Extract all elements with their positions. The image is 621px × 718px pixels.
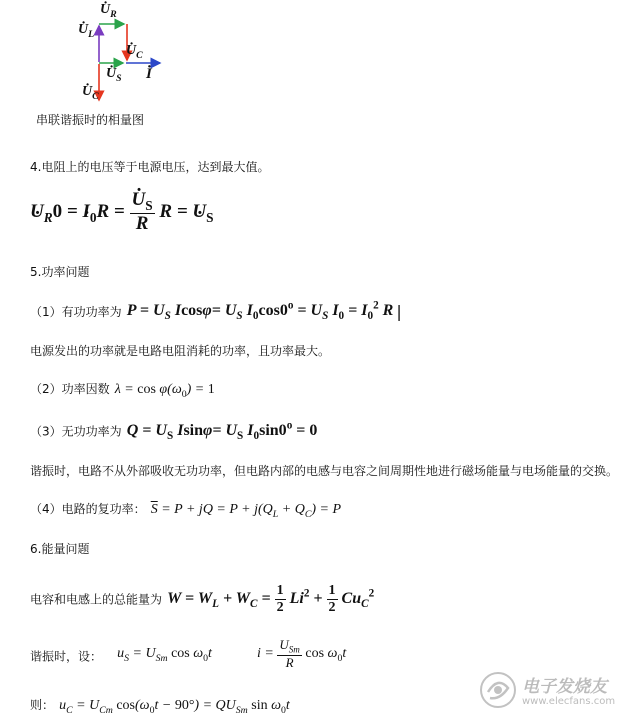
section5-heading: 5.功率问题 xyxy=(30,265,90,279)
resonance-set-row xyxy=(30,634,346,674)
power-note: 电源发出的功率就是电路电阻消耗的功率，且功率最大。 xyxy=(30,344,331,358)
formula-ur0: · $U_R0$ = · $I_0R$ = · $\frac{U_S}{R}$ R = · $U_S$ xyxy=(30,190,214,240)
formula-i: i = $\frac{U_{Sm}}{R}$ $\cos \omega_0t$ xyxy=(257,636,347,670)
item4-row xyxy=(30,498,341,520)
watermark-text: 电子发烧友 xyxy=(522,677,607,697)
phasor-caption: 串联谐振时的相量图 xyxy=(36,113,145,127)
energy-label: 电容和电感上的总能量为 xyxy=(30,592,163,607)
formula-active-power: $P = U_S$ $Icos\varphi= U_S$ $I_0\cos 0^o = U_S$ $I_0 = I_0^2$ R xyxy=(126,300,394,323)
watermark-logo-icon xyxy=(478,670,518,710)
then-label: 则： xyxy=(30,698,55,712)
label-us: · $U_S$ xyxy=(106,66,122,84)
formula-us: $u_S = U_{Sm}$ $\cos \omega_0t$ xyxy=(117,646,212,664)
watermark xyxy=(478,668,618,716)
formula-power-factor: $\lambda = \cos \varphi(\omega_0) = 1$ xyxy=(114,382,215,400)
label-ur: · $U_R$ xyxy=(100,2,117,20)
label-uc-upper: · $U_C$ xyxy=(126,43,143,61)
then-row xyxy=(30,694,290,716)
item2-label: （2）功率因数 xyxy=(30,382,110,396)
label-i: · I xyxy=(146,66,152,83)
resonance-note: 谐振时，电路不从外部吸收无功功率，但电路内部的电感与电容之间周期性地进行磁场能量与电场能量的交换。 xyxy=(30,464,619,478)
item4-label: （4）电路的复功率： xyxy=(30,502,146,516)
formula-reactive-power: $Q = U_S$ $Isin\varphi= U_S$ $I_0\sin 0^o = 0$ xyxy=(126,420,318,443)
section4-heading: 4.电阻上的电压等于电源电压，达到最大值。 xyxy=(30,160,270,174)
item2-row xyxy=(30,378,215,400)
item3-label: （3）无功功率为 xyxy=(30,424,122,439)
formula-uc: $u_C = U_{Cm}$ $\cos(\omega_0t - 90^\circ) = QU_{Sm}$ $\sin \omega_0t$ xyxy=(59,698,290,716)
item1-label: （1）有功功率为 xyxy=(30,304,122,319)
label-uc-lower: · $U_C$ xyxy=(82,84,99,102)
item3-row xyxy=(30,420,317,443)
formula-energy: $W = W_L + W_C$ = $\frac{1}{2}$ $Li^2$ + $\frac{1}{2}$ $Cu_C^2$ xyxy=(167,583,375,615)
resonance-set-label: 谐振时，设： xyxy=(30,649,103,664)
formula-complex-power: $\overline{S} = P$ + jQ = $P + j(Q_L + Q_C) = P$ xyxy=(150,502,342,520)
label-ul: · $U_L$ xyxy=(78,22,94,40)
watermark-url: www.elecfans.com xyxy=(522,696,616,707)
section6-heading: 6.能量问题 xyxy=(30,542,90,556)
energy-row xyxy=(30,574,374,614)
item1-row: （1）有功功率为 $P = U_S$ $Icos\varphi= U_S$ $I_0\cos 0^o = U_S$ $I_0 = I_0^2$ R | xyxy=(30,300,402,323)
